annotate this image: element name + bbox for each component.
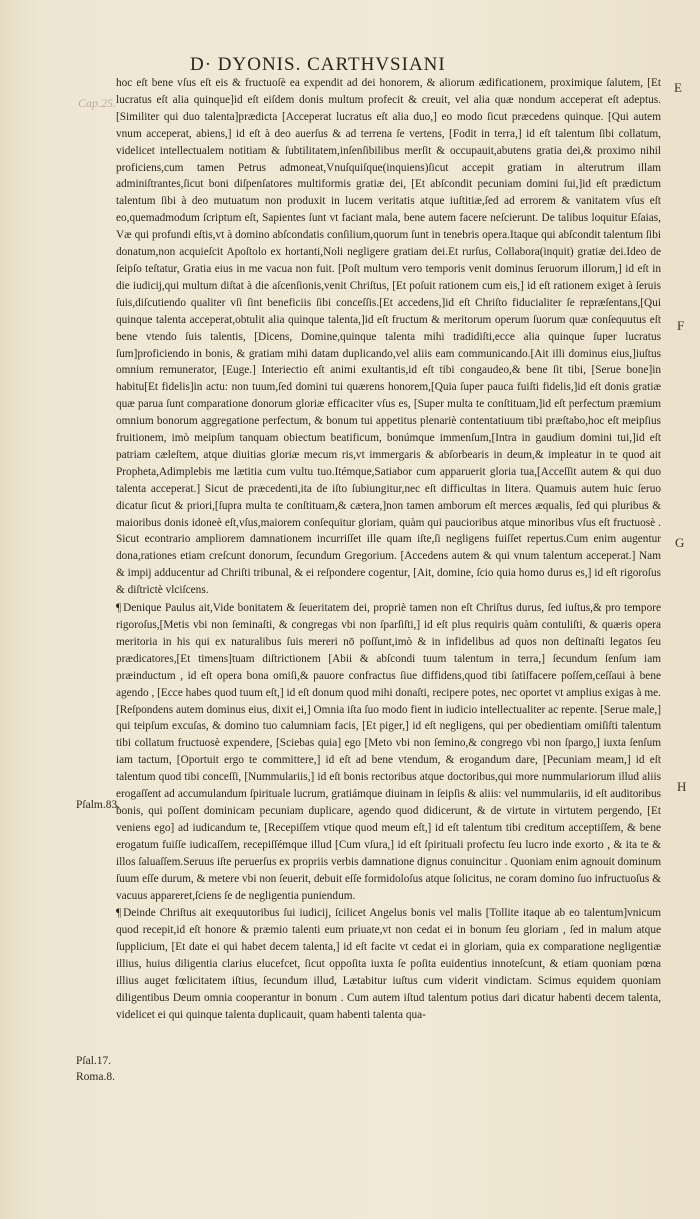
paragraph-text: Deinde Chriſtus ait exequutoribus ſui iudicij, ſcilicet Angelus bonis vel malis [Tollite itaque ab eo talentum]vnicum quod recepit,id eſt honore & præmio talenti eum priuate,vt non cedat ei in bonum ſeu gloriam , ſed in malum atque ſupplicium, [Et date ei qui habet decem talenta,] id eſt facite vt cedat ei in gloriam, quia ex comparatione negligentiæ illius, huius diligentia clarius elucefcet, ſicut oppoſita iuxta ſe poſita euidentius innoteſcunt, & etiam quoniam pœna illius auget fœlicitatem iſtius, ſecundum illud, Lætabitur iuſtus cum viderit vindictam. Scimus equidem quoniam diligentibus Deum omnia cooperantur in bonum . Cum autem iſtud talentum potius dari dicatur habenti decem talenta, videlicet ei qui quinque talenta duplicauit, quam habenti talenta qua- [116,907,661,1021]
paragraph [116,600,661,904]
side-marker-g: G [675,535,685,550]
side-marker-h: H [677,779,687,794]
running-title: D· DYONIS. CARTHVSIANI [190,54,446,75]
margin-reference: Pſal.17. [76,1055,112,1067]
pilcrow-icon: ¶ [116,602,122,615]
margin-reference: Pſalm.83. [76,799,121,811]
paragraph: hoc eſt bene vſus eſt eis & fructuoſè ea expendit ad dei honorem, & aliorum ædificationem, proximique ſalutem, [Et lucratus eſt alia quinque]id eſt eiſdem donis multum profecit & creuit, vel alia quæ nondum acceperat eſt adeptus. [Similiter qui duo talenta]prædicta [Acceperat lucratus eſt alia duo,] eo modo ſicut præcedens quinque. [Qui autem vnum acceperat, abiens,] id eſt à deo auerſus & ad terrena ſe vertens, [Fodit in terra,] id eſt talentum ſibi collatum, videlicet intellectualem notitiam & ſubtilitatem,inſenſibilibus merſit & occupauit,abutens gratia dei,& proximo nihil proficiens,cum tamen Petrus admoneat,Vnuſquiſque(inquiens)ſicut accepit gratiam in alterutrum illam adminiſtrantes,ſicut boni diſpenſatores multiformis gratiæ dei, [Et abſcondit pecuniam domini ſui,]id eſt prædictum talentum ſibi à deo mutuatum non produxit in lucem veritatis atque iuſtitiæ,ſed ad errorem & vanitatem vſus eſt eo,quemadmodum ſcriptum eſt, Sapientes ſunt vt faciant mala, bene autem facere neſcierunt. De talibus loquitur Eſaias, Væ qui profundi eſtis,vt à domino abſcondatis conſilium,quorum ſunt in tenebris opera.Itaque qui abſcondit talentum ſibi donatum,non acquieſcit Apoſtolo ex hortanti,Noli negligere gratiam dei.Et rurſus, Collabora(inquit) gratiæ dei.Ideo de ſeipſo teſtatur, Gratia eius in me vacua non fuit. [Poſt multum vero temporis venit dominus ſeruorum illorum,] id eſt in die iudicij,qui multum diſtat à die aſcenſionis,venit Chriſtus, [Et poſuit rationem cum eis,] id eſt rationem exiget à ſeruis ſuis,diſcutiendo qualiter vſi ſint beneficiis ſibi conceſſis.[Et accedens,]id eſt Chriſto fiducialiter ſe repræſentans,[Qui quinque talenta acceperat,obtulit alia quinque talenta,]id eſt fructum & meritorum operum ſuorum quæ conſequutus eſt bene vtendo ſuis talentis, [Dicens, Domine,quinque talenta mihi tradidiſti,ecce alia quinque ſuper lucratus ſum]proficiendo in bonis, & gratiam mihi datam duplicando,vel aliis eam communicando.[Ait illi dominus eius,]iuſtus omnium remunerator, [Euge.] Interiectio eſt animi exultantis,id eſt tibi congaudeo,& bene ſit tibi, [Serue bone]in habitu[Et fidelis]in actu: non tuum,ſed domini tui quærens honorem,[Quia ſuper pauca fuiſti fidelis,]id eſt donis gratiæ quæ parua ſunt comparatione donorum gloriæ efficaciter vſus es, [Super multa te conſtituam,]id eſt perfectum præmium omnium bonorum aggregatione perfectum, & bonum tui appetitus plenariè contentatiuum tibi præſtabo,hoc eſt meipſius fruitionem, imò meipſum tanquam obiectum beatificum, bonúmque immenſum,[Intra in gaudium domini tui,]id eſt patriam cæleſtem, atque diuitias gloriæ mecum ris,vt immergaris & abſorbearis in deum,& impleatur in te quod ait Propheta,Adimplebis me lætitia cum vultu tuo.Itémque,Satiabor cum apparuerit gloria tua,[Acceſſit autem & qui duo talenta acceperat.] Sicut de præcedenti,ita de iſto ſubiungitur,nec eſt difficultas in litera. Quamuis autem huic ſeruo dicatur ſicut & priori,[ſupra multa te conſtituam,& cætera,]non tamen amborum eſt merces æqualis, ſed qui pluribus & maioribus donis idoneè eſt,vſus,maiorem conſequitur gloriam, quàm qui paucioribus atque minoribus vſus eſt fructuosè . Sicut econtrario ampliorem damnationem incurriſſet ille quam iſte,ſi negligens fuiſſet repertus.Cum enim augentur dona,rationes etiam creſcunt donorum, ſecundum Gregorium. [Accedens autem & qui vnum talentum acceperat.] Nam & impij adducentur ad Chriſti tribunal, & ei reſpondere cogentur, [Ait, domine, ſcio quia homo durus es,] id eſt rigoroſus & diſtrictè vlciſcens. [116,77,661,597]
commentary-body [116,75,661,1025]
pilcrow-icon: ¶ [116,907,122,920]
paragraph-text: Denique Paulus ait,Vide bonitatem & ſeueritatem dei, propriè tamen non eſt Chriſtus durus, ſed iuſtus,& pro tempore rigoroſus,[Metis vbi non ſeminaſti, & congregas vbi non ſparſiſti,] id eſt plus requiris quàm contuliſti, & quæris opera meritoria in his qui ex naturalibus ſuis mereri nō poſſunt,imò & in infidelibus ad quos non deſtinaſti legatos ſeu prædicatores,[Et timens]tuam diſtrictionem [Abii & abſcondi tuum talentum in terra,] ſecundum ſenſum iam præinductum , id eſt opera bona omiſi,& pauore confractus ſiue diffidens,quod tibi ſatiſfacere poſſem,ceſſaui à bene agendo , [Ecce habes quod tuum eſt,] id eſt donum quod mihi donaſti, recipere potes, nec oportet vt amplius exigas à me. [Reſpondens autem dominus eius, dixit ei,] Omnia iſta ſuo modo fient in iudicio intellectualiter ac repente. [Serue male,] qui teipſum excuſas, & domino tuo calumniam facis, [Et piger,] id eſt negligens, qui per obedientiam omiſiſti talentum tibi collatum fructuosè expendere, [Sciebas quia] ego [Meto vbi non ſemino,& congrego vbi non ſpargo,] iuxta ſenſum iam tactum, [Oportuit ergo te committere,] id eſt ad bene vtendum, & erogandum dare, [Pecuniam meam,] id eſt talentum quod tibi conceſſi, [Nummulariis,] id eſt bonis rectoribus atque doctoribus,qui more nummulariorum illud aliis erogaſſent ad accumulandum ſpirituale lucrum, gratiámque diuinam in ſeipſis & aliis: vel nummulariis, id eſt auditoribus bonis, qui poſſent dominicam pecuniam duplicare, agendo quod didicerunt, & de virtute in virtutem pergendo, [Et veniens ego] ad iudicandum te, [Recepiſſem vtique quod meum eſt,] id eſt talentum tibi creditum acceptiſſem, & bene erogatum fuiſſe iudicaſſem, recepiſſémque illud [Cum vſura,] id eſt ſpirituali profectu ſeu lucro inde exorto , & ita te & illos ſaluaſſem.Seruus iſte peruerſus ex propriis verbis damnatione dignus conuincitur . Quoniam enim agnouit dominum ſuum eſſe durum, & metere vbi non ſeuerit, debuit eſſe formidoloſus atque ſolicitus, ne coram domino ſuo infructuoſus & vacuus appareret,ſciens ſe de negligentia puniendum. [116,602,661,902]
faded-stamp: Cap.25. [78,96,117,110]
paragraph [116,905,661,1023]
side-marker-e: E [674,80,682,95]
margin-reference: Roma.8. [76,1071,115,1083]
side-marker-f: F [677,318,685,333]
